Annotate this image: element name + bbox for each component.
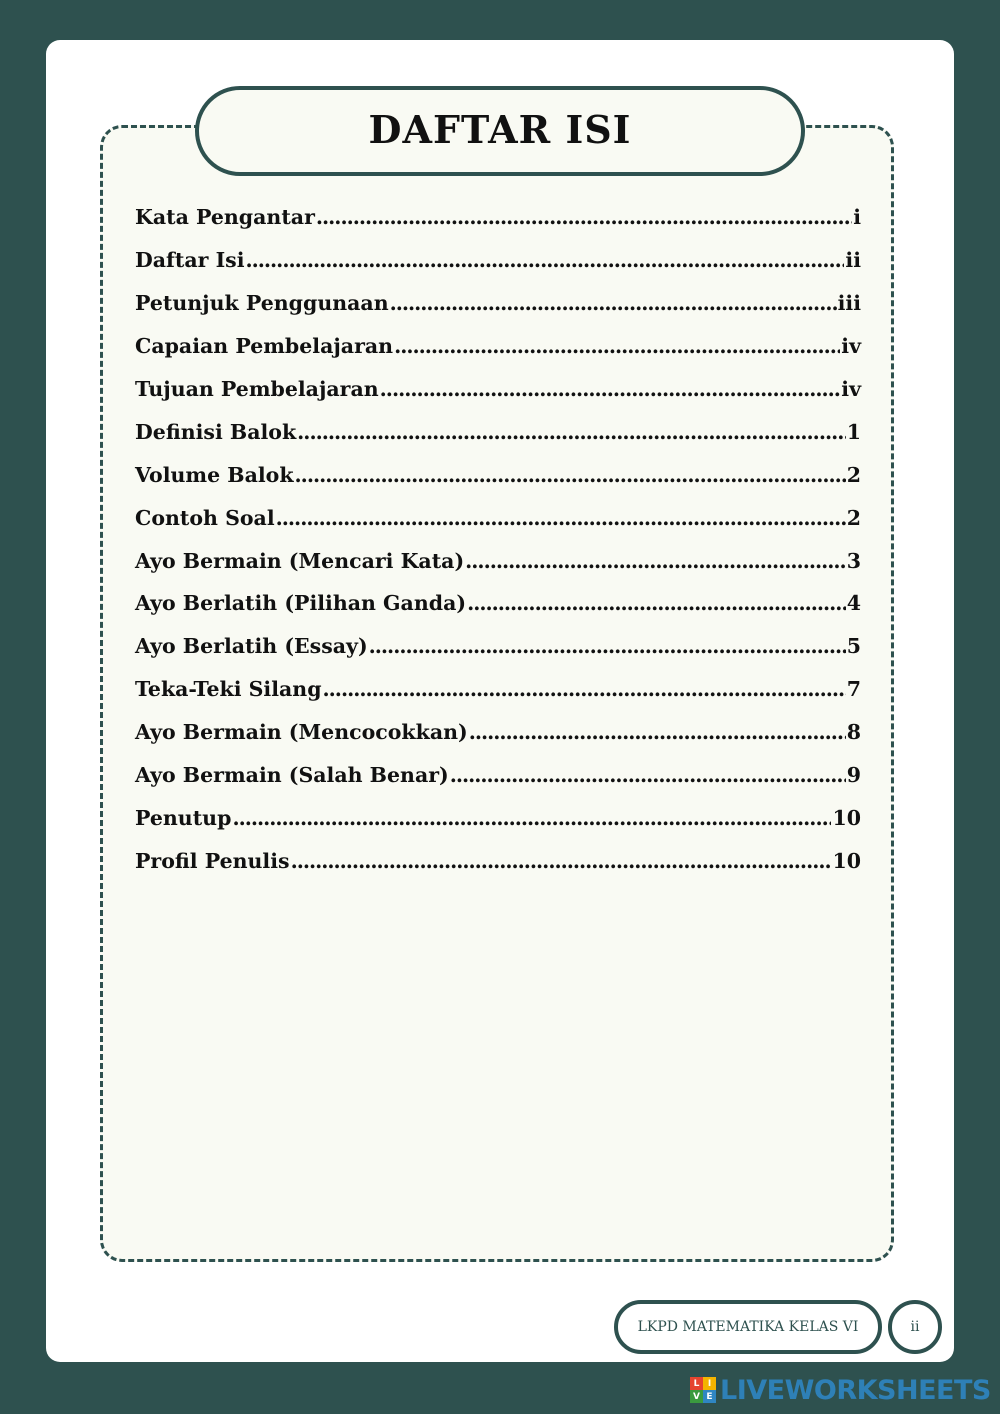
toc-entry-page: 2 [846,505,861,530]
toc-entry-label: Volume Balok [135,462,294,487]
toc-entry-label: Ayo Bermain (Salah Benar) [135,763,449,788]
toc-dot-leader [297,420,846,444]
toc-entry-page: 2 [846,462,861,487]
toc-entry [135,196,861,239]
toc-entry-page: 8 [846,720,861,745]
toc-dot-leader [232,806,831,830]
toc-entry-page: i [853,205,861,230]
toc-entry-label: Tujuan Pembelajaran [135,377,379,401]
toc-dot-leader [276,506,846,530]
toc-entry [135,325,861,368]
toc-entry-page: 10 [832,848,861,873]
toc-entry [135,453,861,496]
toc-entry-page: 10 [832,805,861,830]
logo-letter-l: L [690,1377,703,1390]
toc-entry [135,839,861,882]
footer-label-text: LKPD MATEMATIKA KELAS VI [637,1319,859,1335]
toc-entry [135,282,861,325]
liveworksheets-logo-icon [690,1377,716,1403]
toc-entry-label: Profil Penulis [135,848,290,873]
toc-entry-label: Contoh Soal [135,505,275,530]
toc-entry [135,582,861,625]
watermark-text: LIVEWORKSHEETS [720,1374,991,1406]
liveworksheets-watermark [690,1374,991,1406]
toc-entry [135,410,861,453]
toc-entry-page: 9 [846,763,861,788]
toc-entry [135,368,861,411]
toc-entry-page: iv [841,377,861,401]
toc-dot-leader [291,849,832,873]
toc-dot-leader [246,248,845,272]
toc-dot-leader [450,763,846,787]
toc-entry [135,496,861,539]
toc-entry-page: 5 [846,634,861,659]
toc-entry [135,668,861,711]
toc-entry [135,539,861,582]
toc-entry-page: 7 [846,677,861,702]
toc-dot-leader [369,634,846,658]
page-title: DAFTAR ISI [368,106,632,152]
toc-entry-label: Ayo Berlatih (Essay) [135,634,368,659]
toc-entry-page: 3 [846,548,861,573]
toc-entry [135,796,861,839]
toc-entry-label: Definisi Balok [135,419,297,444]
footer-label [614,1300,882,1354]
toc-entry-label: Petunjuk Penggunaan [135,291,389,316]
toc-entry-label: Ayo Bermain (Mencocokkan) [135,720,468,745]
logo-letter-i: I [703,1377,716,1390]
toc-dot-leader [394,334,840,358]
toc-entry-page: iii [837,291,861,316]
toc-entry [135,625,861,668]
toc-entry-page: 1 [846,419,861,444]
toc-entry-label: Kata Pengantar [135,205,315,230]
table-of-contents [135,196,861,882]
title-banner [195,86,805,176]
toc-dot-leader [380,377,841,401]
toc-entry-page: iv [841,334,861,359]
toc-entry-label: Ayo Bermain (Mencari Kata) [135,548,465,573]
toc-entry-page: 4 [846,591,861,616]
toc-dot-leader [295,463,846,487]
logo-letter-v: V [690,1390,703,1403]
toc-entry-label: Penutup [135,805,232,830]
toc-entry-page: ii [845,248,861,273]
footer-page-number [888,1300,942,1354]
toc-entry-label: Teka-Teki Silang [135,677,322,702]
toc-entry-label: Capaian Pembelajaran [135,334,394,359]
toc-dot-leader [465,549,846,573]
footer-page-number-text: ii [910,1319,920,1335]
toc-dot-leader [467,591,846,615]
logo-letter-e: E [703,1390,716,1403]
toc-dot-leader [323,677,846,701]
toc-dot-leader [316,205,852,229]
toc-entry-label: Ayo Berlatih (Pilihan Ganda) [135,591,467,616]
toc-dot-leader [469,720,846,744]
toc-dot-leader [390,291,837,315]
toc-entry-label: Daftar Isi [135,248,245,273]
toc-entry [135,711,861,754]
toc-entry [135,239,861,282]
toc-entry [135,754,861,797]
